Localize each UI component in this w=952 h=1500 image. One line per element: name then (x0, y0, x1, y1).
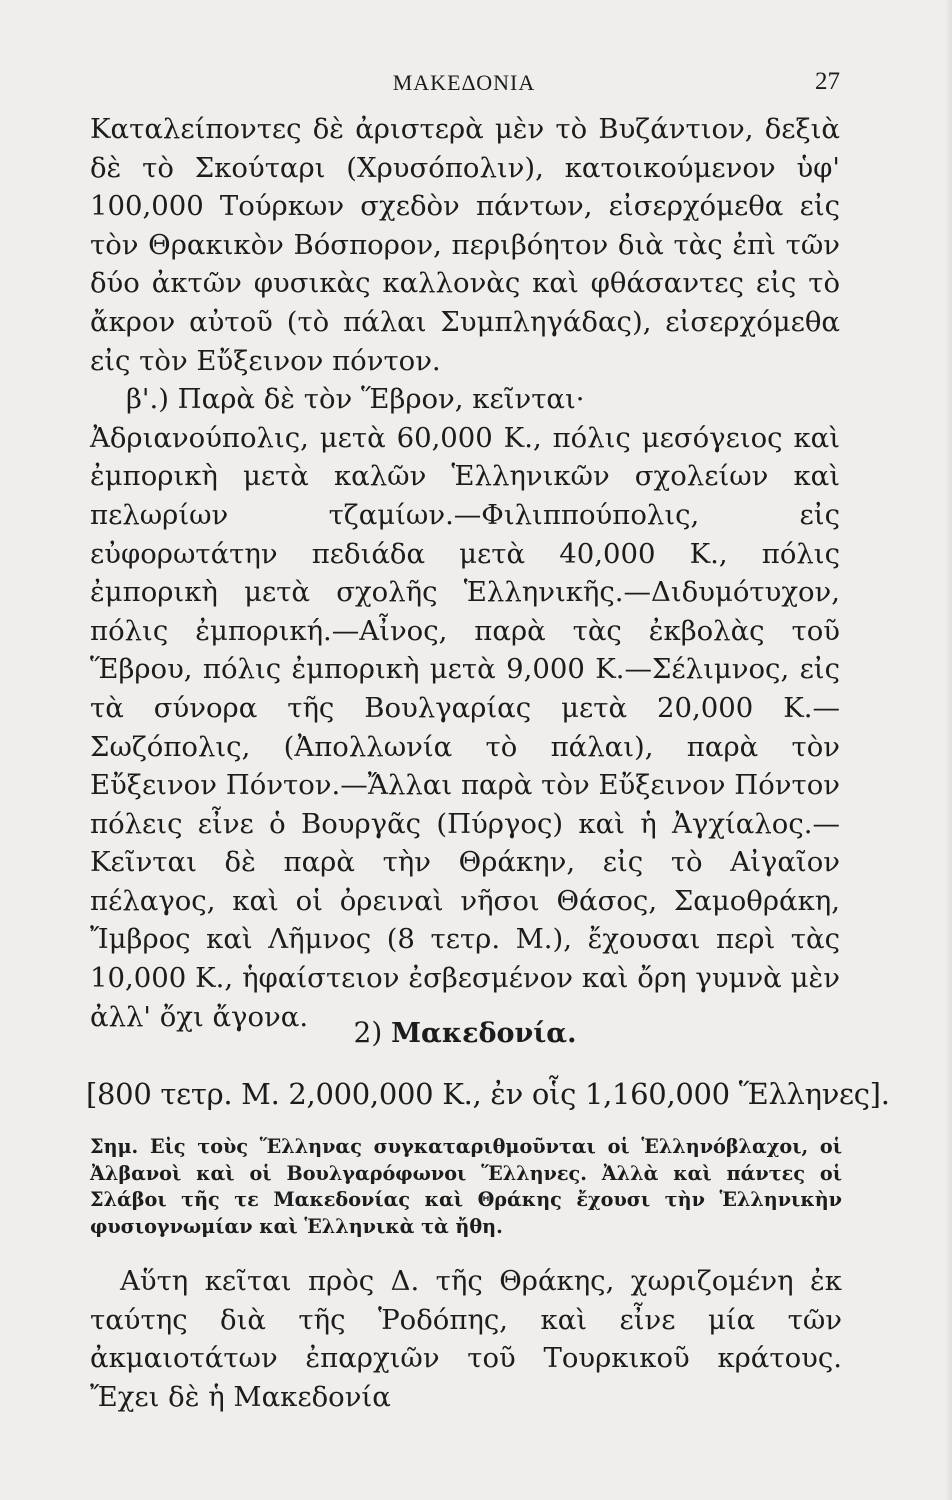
body-text (90, 110, 840, 1036)
paragraph-hebrus-intro: β'.) Παρὰ δὲ τὸν Ἕβρον, κεῖνται· (126, 383, 585, 416)
section-number: 2) (353, 1016, 383, 1049)
section-heading (90, 1016, 840, 1049)
footnote (90, 1134, 842, 1240)
section-title: Μακεδονία. (391, 1018, 577, 1049)
paragraph-thrace-cities: Ἀδριανούπολις, μετὰ 60,000 Κ., πόλις μεσόγειος καὶ ἐμπορικὴ μετὰ καλῶν Ἑλληνικῶν σχολείων καὶ πελωρίων τζαμίων.—Φιλιππούπολις, εἰς εὐφορωτάτην πεδιάδα μετὰ 40,000 Κ., πόλις ἐμπορικὴ μετὰ σχολῆς Ἑλληνικῆς.—Διδυμότυχον, πόλις ἐμπορική.—Αἶνος, παρὰ τὰς ἐκβολὰς τοῦ Ἕβρου, πόλις ἐμπορικὴ μετὰ 9,000 Κ.—Σέλιμνος, εἰς τὰ σύνορα τῆς Βουλγαρίας μετὰ 20,000 Κ.—Σωζόπολις, (Ἀπολλωνία τὸ πάλαι), παρὰ τὸν Εὔξεινον Πόντον.—Ἄλλαι παρὰ τὸν Εὔξεινον Πόντον πόλεις εἶνε ὁ Βουργᾶς (Πύργος) καὶ ἡ Ἀγχίαλος.—Κεῖνται δὲ παρὰ τὴν Θράκην, εἰς τὸ Αἰγαῖον πέλαγος, καὶ οἱ ὀρειναὶ νῆσοι Θάσος, Σαμοθράκη, Ἴμβρος καὶ Λῆμνος (8 τετρ. Μ.), ἔχουσαι περὶ τὰς 10,000 Κ., ἡφαίστειον ἐσβεσμένον καὶ ὄρη γυμνὰ μὲν ἀλλ' ὄχι ἄγονα. (90, 421, 840, 1033)
page-edge-shadow (944, 0, 952, 1500)
paragraph-bosporus: Καταλείποντες δὲ ἀριστερὰ μὲν τὸ Βυζάντιον, δεξιὰ δὲ τὸ Σκούταρι (Χρυσόπολιν), κατοικούμενον ὑφ' 100,000 Τούρκων σχεδὸν πάντων, εἰσερχόμεθα εἰς τὸν Θρακικὸν Βόσπορον, περιβόητον διὰ τὰς ἐπὶ τῶν δύο ἀκτῶν φυσικὰς καλλονὰς καὶ φθάσαντες εἰς τὸ ἄκρον αὐτοῦ (τὸ πάλαι Συμπληγάδας), εἰσερχόμεθα εἰς τὸν Εὔξεινον πόντον. (90, 113, 840, 377)
running-title: ΜΑΚΕΔΟΝΙΑ (392, 70, 536, 95)
page-number: 27 (815, 68, 840, 95)
area-population-line: [800 τετρ. Μ. 2,000,000 Κ., ἐν οἷς 1,160,000 Ἕλληνες]. (86, 1077, 890, 1111)
macedonia-text: Αὕτη κεῖται πρὸς Δ. τῆς Θράκης, χωριζομένη ἐκ ταύτης διὰ τῆς Ῥοδόπης, καὶ εἶνε μία τῶν ἀκμαιοτάτων ἐπαρχιῶν τοῦ Τουρκικοῦ κράτους. Ἔχει δὲ ἡ Μακεδονία (90, 1265, 842, 1413)
page-header (88, 66, 840, 102)
macedonia-paragraph (90, 1262, 842, 1416)
note-text: Σημ. Εἰς τοὺς Ἕλληνας συγκαταριθμοῦνται οἱ Ἑλληνόβλαχοι, οἱ Ἀλβανοὶ καὶ οἱ Βουλγαρόφωνοι Ἕλληνες. Ἀλλὰ καὶ πάντες οἱ Σλάβοι τῆς τε Μακεδονίας καὶ Θράκης ἔχουσι τὴν Ἑλληνικὴν φυσιογνωμίαν καὶ Ἑλληνικὰ τὰ ἤθη. (90, 1135, 842, 1238)
